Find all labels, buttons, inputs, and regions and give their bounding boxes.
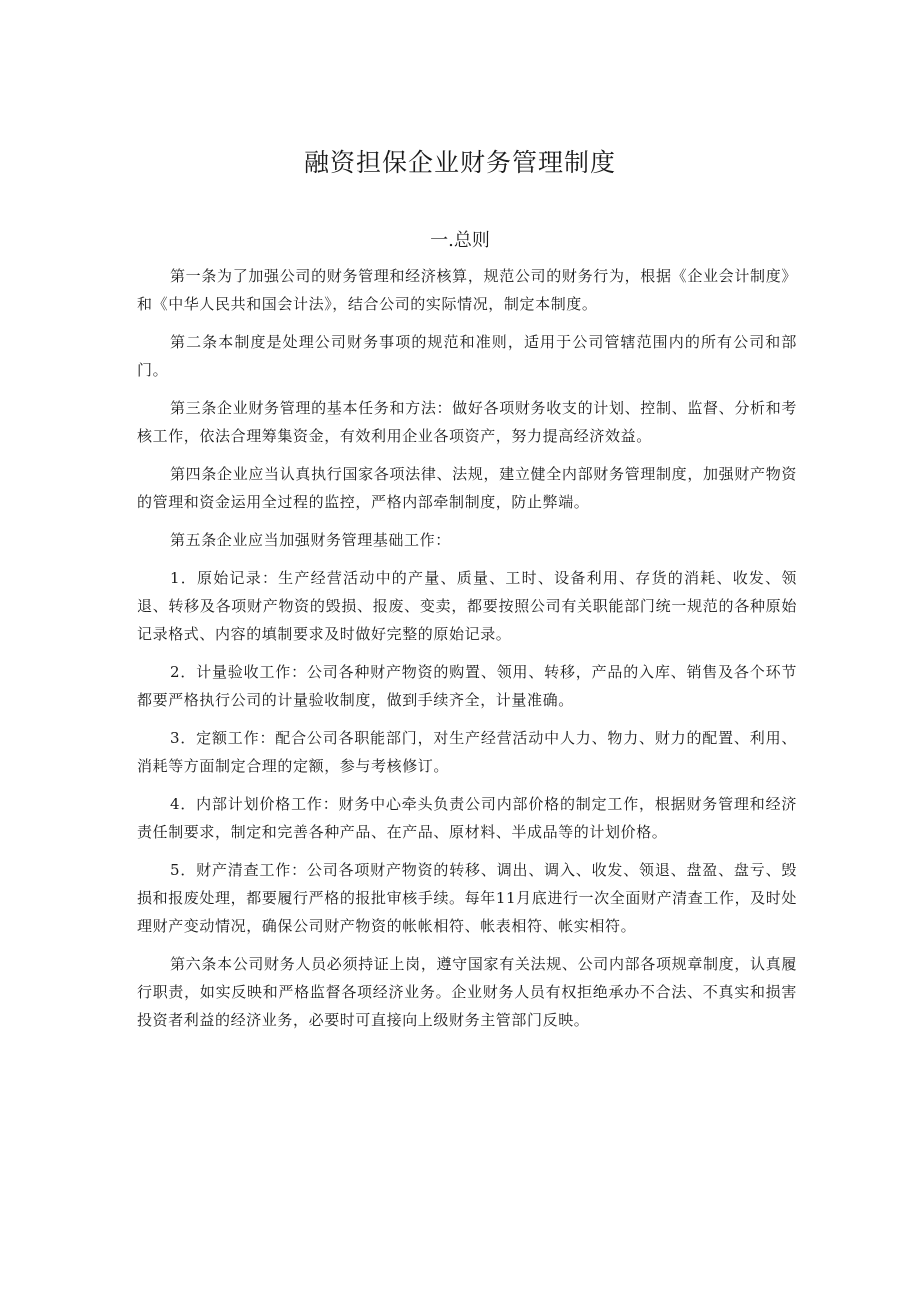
item-5-paragraph: 5．财产清查工作：公司各项财产物资的转移、调出、调入、收发、领退、盘盈、盘亏、毁损和报废处理，都要履行严格的报批审核手续。每年11月底进行一次全面财产清查工作，及时处理财产变动情况，确保公司财产物资的帐帐相符、帐表相符、帐实相符。 <box>137 861 797 935</box>
item-1-paragraph: 1．原始记录：生产经营活动中的产量、质量、工时、设备利用、存货的消耗、收发、领退、转移及各项财产物资的毁损、报废、变卖，都要按照公司有关职能部门统一规范的各种原始记录格式、内容的填制要求及时做好完整的原始记录。 <box>137 569 797 643</box>
item-3-paragraph: 3．定额工作：配合公司各职能部门，对生产经营活动中人力、物力、财力的配置、利用、消耗等方面制定合理的定额，参与考核修订。 <box>137 729 797 775</box>
article-1-paragraph: 第一条为了加强公司的财务管理和经济核算，规范公司的财务行为，根据《企业会计制度》和《中华人民共和国会计法》，结合公司的实际情况，制定本制度。 <box>137 267 797 313</box>
document-title: 融资担保企业财务管理制度 <box>303 148 616 177</box>
article-6-paragraph: 第六条本公司财务人员必须持证上岗，遵守国家有关法规、公司内部各项规章制度，认真履行职责，如实反映和严格监督各项经济业务。企业财务人员有权拒绝承办不合法、不真实和损害投资者利益的经济业务，必要时可直接向上级财务主管部门反映。 <box>137 955 797 1029</box>
section-heading: 一.总则 <box>430 230 490 251</box>
article-2-paragraph: 第二条本制度是处理公司财务事项的规范和准则，适用于公司管辖范围内的所有公司和部门。 <box>137 333 797 379</box>
article-4-paragraph: 第四条企业应当认真执行国家各项法律、法规，建立健全内部财务管理制度，加强财产物资的管理和资金运用全过程的监控，严格内部牵制制度，防止弊端。 <box>137 465 797 511</box>
item-2-paragraph: 2．计量验收工作：公司各种财产物资的购置、领用、转移，产品的入库、销售及各个环节都要严格执行公司的计量验收制度，做到手续齐全，计量准确。 <box>137 663 797 709</box>
article-5-paragraph: 第五条企业应当加强财务管理基础工作： <box>170 531 451 549</box>
article-3-paragraph: 第三条企业财务管理的基本任务和方法：做好各项财务收支的计划、控制、监督、分析和考核工作，依法合理筹集资金，有效利用企业各项资产，努力提高经济效益。 <box>137 399 797 445</box>
item-4-paragraph: 4．内部计划价格工作：财务中心牵头负责公司内部价格的制定工作，根据财务管理和经济责任制要求，制定和完善各种产品、在产品、原材料、半成品等的计划价格。 <box>137 795 797 841</box>
document-body <box>137 262 797 1044</box>
